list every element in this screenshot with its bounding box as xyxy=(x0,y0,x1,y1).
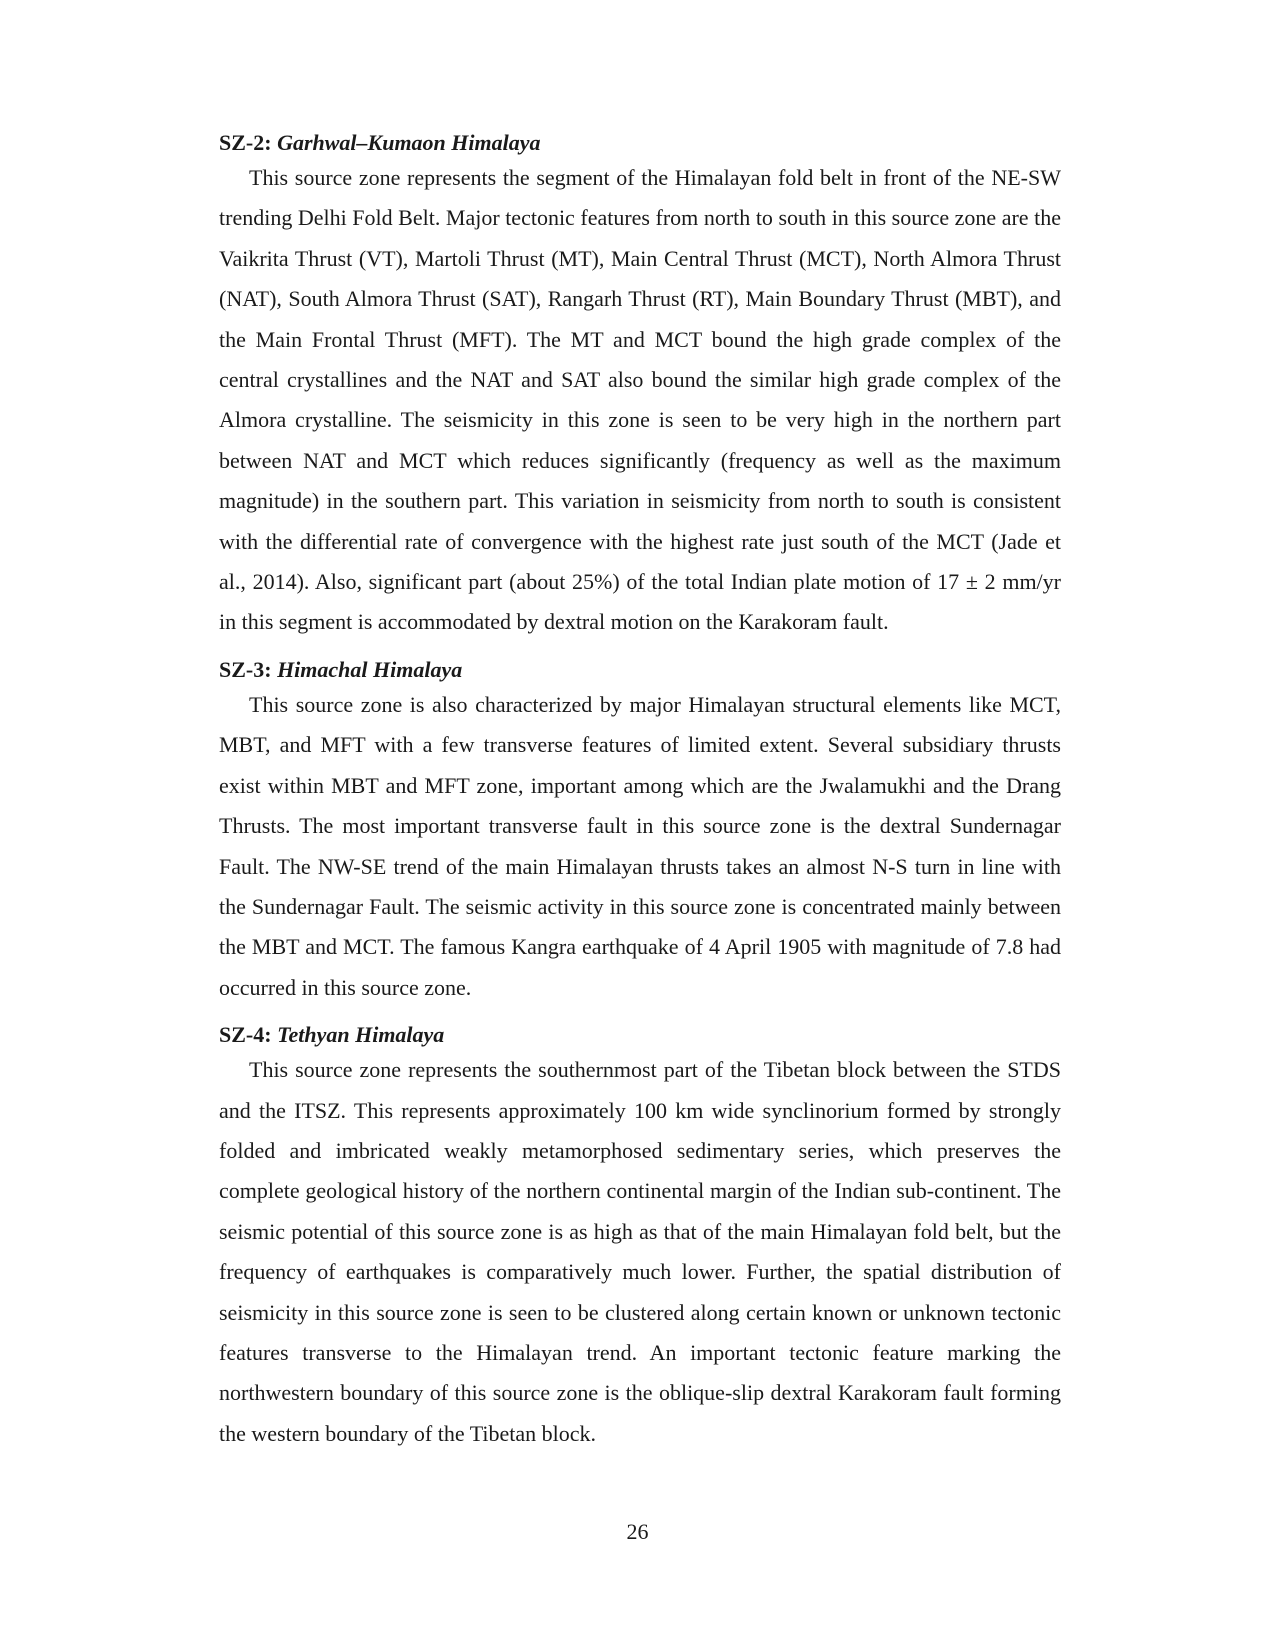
section-title: Himachal Himalaya xyxy=(277,656,463,682)
section-title: Tethyan Himalaya xyxy=(277,1022,445,1048)
section-heading xyxy=(219,1020,1061,1050)
section-paragraph: This source zone represents the southernmost part of the Tibetan block between the STDS and the ITSZ. This represents approximately 100 km wide synclinorium formed by strongly folded and imbricated weakly metamorphosed sedimentary series, which preserves the complete geological history of the northern continental margin of the Indian sub-continent. The seismic potential of this source zone is as high as that of the main Himalayan fold belt, but the frequency of earthquakes is comparatively much lower. Further, the spatial distribution of seismicity in this source zone is seen to be clustered along certain known or unknown tectonic features transverse to the Himalayan trend. An important tectonic feature marking the northwestern boundary of this source zone is the oblique-slip dextral Karakoram fault forming the western boundary of the Tibetan block. xyxy=(219,1057,1061,1446)
section-sz3 xyxy=(219,655,1061,1008)
section-sz2 xyxy=(219,128,1061,643)
section-paragraph: This source zone represents the segment of the Himalayan fold belt in front of the NE-SW trending Delhi Fold Belt. Major tectonic features from north to south in this source zone are the Vaikrita Thrust (VT), Martoli Thrust (MT), Main Central Thrust (MCT), North Almora Thrust (NAT), South Almora Thrust (SAT), Rangarh Thrust (RT), Main Boundary Thrust (MBT), and the Main Frontal Thrust (MFT). The MT and MCT bound the high grade complex of the central crystallines and the NAT and SAT also bound the similar high grade complex of the Almora crystalline. The seismicity in this zone is seen to be very high in the northern part between NAT and MCT which reduces significantly (frequency as well as the maximum magnitude) in the southern part. This variation in seismicity from north to south is consistent with the differential rate of convergence with the highest rate just south of the MCT (Jade et al., 2014). Also, significant part (about 25%) of the total Indian plate motion of 17 ± 2 mm/yr in this segment is accommodated by dextral motion on the Karakoram fault. xyxy=(219,165,1061,635)
section-sz4 xyxy=(219,1020,1061,1454)
section-spacer xyxy=(219,643,1061,655)
section-spacer xyxy=(219,1008,1061,1020)
section-title: Garhwal–Kumaon Himalaya xyxy=(277,130,541,155)
page-number: 26 xyxy=(626,1519,649,1544)
section-code: SZ-3: xyxy=(219,656,272,682)
section-heading xyxy=(219,128,1061,158)
section-heading xyxy=(219,655,1061,685)
section-code: SZ-4: xyxy=(219,1022,272,1048)
section-code: SZ-2: xyxy=(219,130,272,155)
document-body xyxy=(219,128,1061,1454)
section-paragraph: This source zone is also characterized by major Himalayan structural elements like MCT, MBT, and MFT with a few transverse features of limited extent. Several subsidiary thrusts exist within MBT and MFT zone, important among which are the Jwalamukhi and the Drang Thrusts. The most important transverse fault in this source zone is the dextral Sundernagar Fault. The NW-SE trend of the main Himalayan thrusts takes an almost N-S turn in line with the Sundernagar Fault. The seismic activity in this source zone is concentrated mainly between the MBT and MCT. The famous Kangra earthquake of 4 April 1905 with magnitude of 7.8 had occurred in this source zone. xyxy=(219,691,1061,1000)
